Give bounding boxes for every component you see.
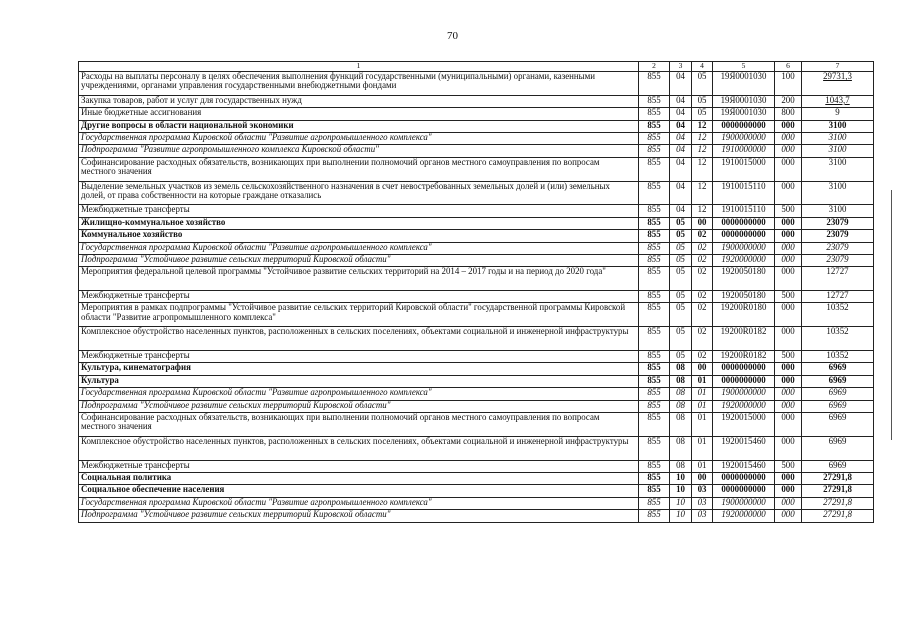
- row-name-cell: Межбюджетные трансферты: [79, 205, 639, 217]
- row-ved-cell: 855: [639, 242, 670, 254]
- row-amount-cell: [802, 95, 874, 107]
- row-ved-cell: 855: [639, 132, 670, 144]
- row-amount-cell: [802, 72, 874, 96]
- row-section-cell: 05: [670, 254, 692, 266]
- row-expense-type-cell: 000: [775, 363, 802, 375]
- row-name-cell: Подпрограмма "Устойчивое развитие сельских территорий Кировской области": [79, 400, 639, 412]
- row-subsection-cell: 01: [692, 460, 713, 472]
- amount-value: 6969: [828, 362, 847, 373]
- header-cell: 2: [639, 62, 670, 72]
- row-expense-type-cell: 500: [775, 205, 802, 217]
- row-target-article-cell: 1900000000: [713, 242, 775, 254]
- table-row: [79, 375, 874, 387]
- table-row: [79, 95, 874, 107]
- row-subsection-cell: 03: [692, 485, 713, 497]
- table-row: [79, 327, 874, 351]
- row-target-article-cell: 1910015000: [713, 157, 775, 181]
- table-row: [79, 242, 874, 254]
- row-section-cell: 05: [670, 242, 692, 254]
- amount-value: 27291,8: [823, 509, 852, 520]
- row-name-cell: Культура, кинематография: [79, 363, 639, 375]
- row-section-cell: 10: [670, 510, 692, 522]
- row-amount-cell: [802, 181, 874, 205]
- table-row: [79, 291, 874, 303]
- row-subsection-cell: 12: [692, 205, 713, 217]
- row-subsection-cell: 12: [692, 120, 713, 132]
- amount-value: 27291,8: [823, 484, 852, 495]
- row-amount-cell: [802, 205, 874, 217]
- row-target-article-cell: 0000000000: [713, 230, 775, 242]
- row-expense-type-cell: 500: [775, 351, 802, 363]
- row-expense-type-cell: 000: [775, 145, 802, 157]
- row-name-cell: Социальная политика: [79, 473, 639, 485]
- row-subsection-cell: 00: [692, 473, 713, 485]
- row-name-cell: Софинансирование расходных обязательств, возникающих при выполнении полномочий органов местного самоуправления по вопросам местного значения: [79, 413, 639, 437]
- row-target-article-cell: 1920015000: [713, 413, 775, 437]
- row-ved-cell: 855: [639, 388, 670, 400]
- row-section-cell: 08: [670, 400, 692, 412]
- row-expense-type-cell: 200: [775, 95, 802, 107]
- row-section-cell: 05: [670, 267, 692, 291]
- table-row: [79, 510, 874, 522]
- row-ved-cell: 855: [639, 510, 670, 522]
- header-cell: 1: [79, 62, 639, 72]
- row-amount-cell: [802, 485, 874, 497]
- amount-value: 12727: [826, 290, 849, 301]
- row-target-article-cell: 1910015110: [713, 205, 775, 217]
- row-section-cell: 04: [670, 95, 692, 107]
- row-amount-cell: [802, 400, 874, 412]
- row-section-cell: 04: [670, 108, 692, 120]
- row-target-article-cell: 1920000000: [713, 400, 775, 412]
- row-expense-type-cell: 000: [775, 157, 802, 181]
- row-expense-type-cell: 000: [775, 120, 802, 132]
- row-amount-cell: [802, 132, 874, 144]
- row-amount-cell: [802, 327, 874, 351]
- row-target-article-cell: 0000000000: [713, 375, 775, 387]
- row-section-cell: 04: [670, 72, 692, 96]
- row-section-cell: 04: [670, 120, 692, 132]
- row-subsection-cell: 12: [692, 145, 713, 157]
- row-section-cell: 04: [670, 181, 692, 205]
- table-row: [79, 473, 874, 485]
- row-name-cell: Мероприятия федеральной целевой программы "Устойчивое развитие сельских территорий на 2014 – 2017 годы и на период до 2020 года": [79, 267, 639, 291]
- row-subsection-cell: 01: [692, 436, 713, 460]
- row-name-cell: Межбюджетные трансферты: [79, 351, 639, 363]
- row-target-article-cell: 19200R0180: [713, 303, 775, 327]
- row-subsection-cell: 12: [692, 181, 713, 205]
- table-row: [79, 205, 874, 217]
- row-name-cell: Другие вопросы в области национальной экономики: [79, 120, 639, 132]
- row-target-article-cell: 1920000000: [713, 254, 775, 266]
- row-ved-cell: 855: [639, 108, 670, 120]
- table-row: [79, 400, 874, 412]
- row-subsection-cell: 03: [692, 497, 713, 509]
- row-name-cell: Выделение земельных участков из земель сельскохозяйственного назначения в счет невостребованных земельных долей и (или) земельных долей, от права собственности на которые граждане отказались: [79, 181, 639, 205]
- budget-table: [78, 61, 874, 523]
- row-amount-cell: [802, 436, 874, 460]
- row-amount-cell: [802, 291, 874, 303]
- table-row: [79, 254, 874, 266]
- row-name-cell: Государственная программа Кировской области "Развитие агропромышленного комплекса": [79, 497, 639, 509]
- amount-value: 10352: [826, 302, 849, 313]
- row-name-cell: Подпрограмма "Устойчивое развитие сельских территорий Кировской области": [79, 254, 639, 266]
- table-row: [79, 485, 874, 497]
- row-expense-type-cell: 000: [775, 303, 802, 327]
- row-subsection-cell: 02: [692, 254, 713, 266]
- row-target-article-cell: 19Я0001030: [713, 72, 775, 96]
- row-section-cell: 05: [670, 217, 692, 229]
- table-row: [79, 267, 874, 291]
- row-name-cell: Коммунальное хозяйство: [79, 230, 639, 242]
- row-target-article-cell: 1920050180: [713, 267, 775, 291]
- row-section-cell: 05: [670, 230, 692, 242]
- row-expense-type-cell: 000: [775, 375, 802, 387]
- row-name-cell: Комплексное обустройство населенных пунктов, расположенных в сельских поселениях, объектами социальной и инженерной инфраструктуры: [79, 436, 639, 460]
- row-expense-type-cell: 000: [775, 267, 802, 291]
- row-name-cell: Государственная программа Кировской области "Развитие агропромышленного комплекса": [79, 242, 639, 254]
- amount-value: 6969: [828, 387, 847, 398]
- row-subsection-cell: 05: [692, 95, 713, 107]
- amount-value: 3100: [828, 204, 847, 215]
- row-subsection-cell: 02: [692, 230, 713, 242]
- amount-value: 27291,8: [823, 472, 852, 483]
- row-ved-cell: 855: [639, 400, 670, 412]
- row-expense-type-cell: 000: [775, 181, 802, 205]
- row-name-cell: Культура: [79, 375, 639, 387]
- table-row: [79, 72, 874, 96]
- row-name-cell: Межбюджетные трансферты: [79, 460, 639, 472]
- row-ved-cell: 855: [639, 230, 670, 242]
- row-ved-cell: 855: [639, 217, 670, 229]
- row-target-article-cell: 0000000000: [713, 485, 775, 497]
- row-ved-cell: 855: [639, 436, 670, 460]
- row-expense-type-cell: 000: [775, 485, 802, 497]
- row-expense-type-cell: 500: [775, 291, 802, 303]
- row-subsection-cell: 02: [692, 327, 713, 351]
- row-name-cell: Подпрограмма "Развитие агропромышленного комплекса Кировской области": [79, 145, 639, 157]
- row-ved-cell: 855: [639, 72, 670, 96]
- row-subsection-cell: 02: [692, 242, 713, 254]
- row-amount-cell: [802, 303, 874, 327]
- row-name-cell: Подпрограмма "Устойчивое развитие сельских территорий Кировской области": [79, 510, 639, 522]
- row-amount-cell: [802, 510, 874, 522]
- row-target-article-cell: 1900000000: [713, 497, 775, 509]
- row-name-cell: Государственная программа Кировской области "Развитие агропромышленного комплекса": [79, 132, 639, 144]
- table-row: [79, 108, 874, 120]
- row-subsection-cell: 02: [692, 303, 713, 327]
- row-section-cell: 10: [670, 473, 692, 485]
- header-cell: 3: [670, 62, 692, 72]
- row-subsection-cell: 03: [692, 510, 713, 522]
- row-amount-cell: [802, 254, 874, 266]
- amount-value: 9: [835, 107, 840, 118]
- row-subsection-cell: 12: [692, 157, 713, 181]
- amount-value: 1043,7: [825, 95, 850, 105]
- row-expense-type-cell: 000: [775, 388, 802, 400]
- table-row: [79, 157, 874, 181]
- row-target-article-cell: 1920015460: [713, 436, 775, 460]
- row-amount-cell: [802, 108, 874, 120]
- row-amount-cell: [802, 413, 874, 437]
- row-expense-type-cell: 000: [775, 473, 802, 485]
- row-target-article-cell: 1920050180: [713, 291, 775, 303]
- row-target-article-cell: 1920000000: [713, 510, 775, 522]
- row-ved-cell: 855: [639, 291, 670, 303]
- header-cell: 4: [692, 62, 713, 72]
- row-ved-cell: 855: [639, 485, 670, 497]
- row-amount-cell: [802, 460, 874, 472]
- header-cell: 7: [802, 62, 874, 72]
- row-name-cell: Социальное обеспечение населения: [79, 485, 639, 497]
- amount-value: 6969: [828, 412, 847, 423]
- row-ved-cell: 855: [639, 303, 670, 327]
- row-ved-cell: 855: [639, 254, 670, 266]
- amount-value: 3100: [828, 144, 847, 155]
- row-section-cell: 08: [670, 460, 692, 472]
- table-row: [79, 120, 874, 132]
- amount-value: 29731,3: [823, 71, 852, 81]
- row-amount-cell: [802, 145, 874, 157]
- row-expense-type-cell: 500: [775, 460, 802, 472]
- amount-value: 12727: [826, 266, 849, 277]
- row-expense-type-cell: 000: [775, 413, 802, 437]
- amount-value: 6969: [828, 436, 847, 446]
- row-section-cell: 08: [670, 413, 692, 437]
- row-name-cell: Мероприятия в рамках подпрограммы "Устойчивое развитие сельских территорий Кировской области" государственной программы Кировской области "Развитие агропромышленного комплекса": [79, 303, 639, 327]
- row-target-article-cell: 0000000000: [713, 473, 775, 485]
- amount-value: 3100: [828, 132, 847, 142]
- row-name-cell: Государственная программа Кировской области "Развитие агропромышленного комплекса": [79, 388, 639, 400]
- row-target-article-cell: 1900000000: [713, 132, 775, 144]
- row-ved-cell: 855: [639, 473, 670, 485]
- row-section-cell: 10: [670, 497, 692, 509]
- margin-rule: [891, 190, 892, 440]
- row-section-cell: 08: [670, 388, 692, 400]
- row-target-article-cell: 1910000000: [713, 145, 775, 157]
- row-target-article-cell: 19Я0001030: [713, 95, 775, 107]
- row-ved-cell: 855: [639, 460, 670, 472]
- table-row: [79, 303, 874, 327]
- table-row: [79, 497, 874, 509]
- row-expense-type-cell: 000: [775, 510, 802, 522]
- row-name-cell: Межбюджетные трансферты: [79, 291, 639, 303]
- row-subsection-cell: 05: [692, 72, 713, 96]
- row-subsection-cell: 02: [692, 267, 713, 291]
- amount-value: 6969: [828, 375, 847, 385]
- row-section-cell: 04: [670, 205, 692, 217]
- row-expense-type-cell: 000: [775, 242, 802, 254]
- row-expense-type-cell: 100: [775, 72, 802, 96]
- row-amount-cell: [802, 267, 874, 291]
- row-target-article-cell: 1910015110: [713, 181, 775, 205]
- row-section-cell: 05: [670, 327, 692, 351]
- row-section-cell: 10: [670, 485, 692, 497]
- row-ved-cell: 855: [639, 351, 670, 363]
- row-subsection-cell: 01: [692, 375, 713, 387]
- amount-value: 10352: [826, 326, 849, 337]
- row-ved-cell: 855: [639, 157, 670, 181]
- row-ved-cell: 855: [639, 413, 670, 437]
- row-expense-type-cell: 000: [775, 436, 802, 460]
- row-ved-cell: 855: [639, 327, 670, 351]
- row-amount-cell: [802, 363, 874, 375]
- row-target-article-cell: 0000000000: [713, 217, 775, 229]
- row-name-cell: Жилищно-коммунальное хозяйство: [79, 217, 639, 229]
- row-ved-cell: 855: [639, 205, 670, 217]
- table-row: [79, 351, 874, 363]
- row-name-cell: Закупка товаров, работ и услуг для государственных нужд: [79, 95, 639, 107]
- row-expense-type-cell: 000: [775, 230, 802, 242]
- row-amount-cell: [802, 157, 874, 181]
- row-section-cell: 05: [670, 303, 692, 327]
- row-amount-cell: [802, 230, 874, 242]
- row-expense-type-cell: 000: [775, 132, 802, 144]
- row-ved-cell: 855: [639, 181, 670, 205]
- row-ved-cell: 855: [639, 95, 670, 107]
- row-ved-cell: 855: [639, 375, 670, 387]
- row-amount-cell: [802, 497, 874, 509]
- amount-value: 3100: [828, 120, 847, 130]
- row-section-cell: 05: [670, 291, 692, 303]
- row-expense-type-cell: 000: [775, 400, 802, 412]
- row-amount-cell: [802, 217, 874, 229]
- amount-value: 23079: [826, 229, 849, 240]
- row-target-article-cell: 1920015460: [713, 460, 775, 472]
- header-cell: 6: [775, 62, 802, 72]
- row-section-cell: 05: [670, 351, 692, 363]
- table-header-row: [79, 62, 874, 72]
- amount-value: 23079: [826, 217, 849, 227]
- row-subsection-cell: 01: [692, 388, 713, 400]
- row-target-article-cell: 1900000000: [713, 388, 775, 400]
- row-target-article-cell: 0000000000: [713, 120, 775, 132]
- row-section-cell: 04: [670, 132, 692, 144]
- row-section-cell: 08: [670, 363, 692, 375]
- row-ved-cell: 855: [639, 497, 670, 509]
- row-amount-cell: [802, 351, 874, 363]
- row-target-article-cell: 19200R0182: [713, 351, 775, 363]
- row-section-cell: 04: [670, 157, 692, 181]
- amount-value: 6969: [828, 400, 847, 410]
- table-body: [79, 62, 874, 523]
- header-cell: 5: [713, 62, 775, 72]
- amount-value: 23079: [826, 242, 849, 252]
- amount-value: 3100: [828, 181, 847, 191]
- table-row: [79, 436, 874, 460]
- row-section-cell: 08: [670, 375, 692, 387]
- row-ved-cell: 855: [639, 145, 670, 157]
- row-expense-type-cell: 000: [775, 497, 802, 509]
- amount-value: 3100: [828, 157, 847, 167]
- row-subsection-cell: 05: [692, 108, 713, 120]
- row-name-cell: Расходы на выплаты персоналу в целях обеспечения выполнения функций государственными (муниципальными) органами, казенными учреждениями, органами управления государственными внебюджетными фондами: [79, 72, 639, 96]
- row-target-article-cell: 19200R0182: [713, 327, 775, 351]
- amount-value: 10352: [826, 350, 849, 361]
- row-subsection-cell: 02: [692, 291, 713, 303]
- row-amount-cell: [802, 242, 874, 254]
- row-ved-cell: 855: [639, 363, 670, 375]
- page-number: 70: [447, 30, 458, 42]
- row-subsection-cell: 12: [692, 132, 713, 144]
- row-name-cell: Софинансирование расходных обязательств, возникающих при выполнении полномочий органов местного самоуправления по вопросам местного значения: [79, 157, 639, 181]
- table-row: [79, 388, 874, 400]
- amount-value: 27291,8: [823, 497, 852, 507]
- row-amount-cell: [802, 375, 874, 387]
- table-row: [79, 413, 874, 437]
- row-subsection-cell: 00: [692, 363, 713, 375]
- row-ved-cell: 855: [639, 267, 670, 291]
- row-name-cell: Комплексное обустройство населенных пунктов, расположенных в сельских поселениях, объектами социальной и инженерной инфраструктуры: [79, 327, 639, 351]
- row-amount-cell: [802, 388, 874, 400]
- row-expense-type-cell: 000: [775, 254, 802, 266]
- row-subsection-cell: 00: [692, 217, 713, 229]
- table-row: [79, 230, 874, 242]
- amount-value: 23079: [826, 254, 849, 264]
- row-expense-type-cell: 000: [775, 217, 802, 229]
- table-row: [79, 460, 874, 472]
- row-section-cell: 04: [670, 145, 692, 157]
- row-target-article-cell: 19Я0001030: [713, 108, 775, 120]
- row-subsection-cell: 01: [692, 413, 713, 437]
- row-expense-type-cell: 000: [775, 327, 802, 351]
- row-name-cell: Иные бюджетные ассигнования: [79, 108, 639, 120]
- row-ved-cell: 855: [639, 120, 670, 132]
- row-target-article-cell: 0000000000: [713, 363, 775, 375]
- row-amount-cell: [802, 473, 874, 485]
- row-subsection-cell: 02: [692, 351, 713, 363]
- row-subsection-cell: 01: [692, 400, 713, 412]
- table-row: [79, 363, 874, 375]
- amount-value: 6969: [828, 460, 847, 470]
- row-expense-type-cell: 800: [775, 108, 802, 120]
- row-section-cell: 08: [670, 436, 692, 460]
- table-row: [79, 145, 874, 157]
- table-row: [79, 217, 874, 229]
- row-amount-cell: [802, 120, 874, 132]
- table-row: [79, 132, 874, 144]
- table-row: [79, 181, 874, 205]
